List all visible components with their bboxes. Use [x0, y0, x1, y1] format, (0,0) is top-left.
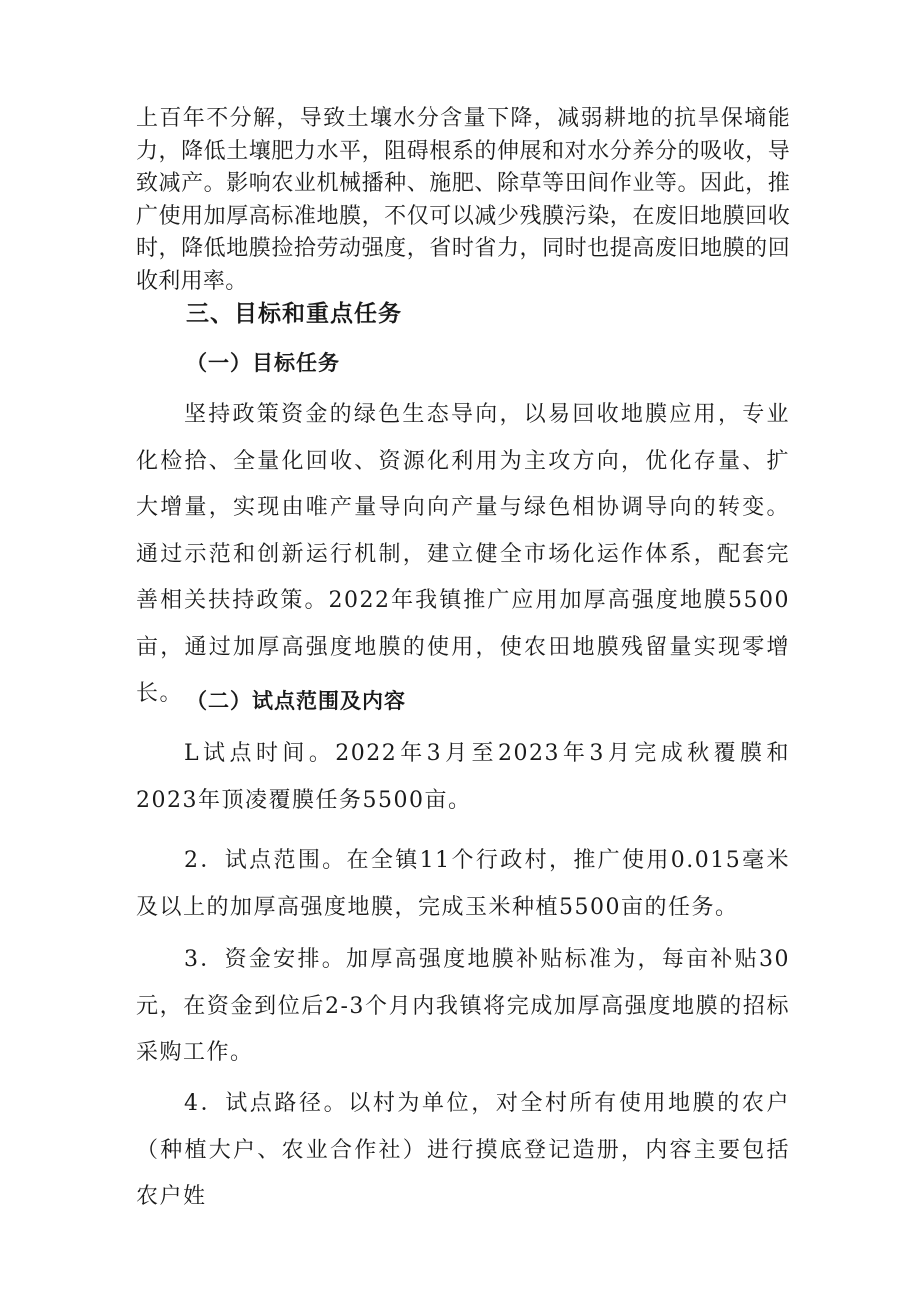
list-item-pilot-scope: 2．试点范围。在全镇11个行政村，推广使用0.015毫米及以上的加厚高强度地膜，完成玉米种植5500亩的任务。: [136, 848, 790, 920]
subsection-heading-goals: （一）目标任务: [186, 350, 340, 375]
list-item-pilot-path: 4．试点路径。以村为单位，对全村所有使用地膜的农户（种植大户、农业合作社）进行摸底登记造册，内容主要包括农户姓: [136, 1091, 790, 1209]
subsection-heading-scope: （二）试点范围及内容: [186, 688, 406, 713]
intro-paragraph: 上百年不分解，导致土壤水分含量下降，减弱耕地的抗旱保墒能力，降低土壤肥力水平，阻碍根系的伸展和对水分养分的吸收，导致减产。影响农业机械播种、施肥、除草等田间作业等。因此，推广使用加厚高标准地膜，不仅可以减少残膜污染，在废旧地膜回收时，降低地膜捡拾劳动强度，省时省力，同时也提高废旧地膜的回收利用率。: [136, 106, 790, 294]
list-item-pilot-time: L试点时间。2022年3月至2023年3月完成秋覆膜和2023年顶凌覆膜任务5500亩。: [136, 741, 790, 813]
goal-paragraph: 坚持政策资金的绿色生态导向，以易回收地膜应用，专业化检拾、全量化回收、资源化利用为主攻方向，优化存量、扩大增量，实现由唯产量导向向产量与绿色相协调导向的转变。通过示范和创新运行机制，建立健全市场化运作体系，配套完善相关扶持政策。2022年我镇推广应用加厚高强度地膜5500亩，通过加厚高强度地膜的使用，使农田地膜残留量实现零增长。: [136, 402, 790, 706]
section-heading: 三、目标和重点任务: [186, 301, 402, 327]
list-item-funding: 3．资金安排。加厚高强度地膜补贴标准为，每亩补贴30元，在资金到位后2-3个月内我镇将完成加厚高强度地膜的招标采购工作。: [136, 947, 790, 1065]
